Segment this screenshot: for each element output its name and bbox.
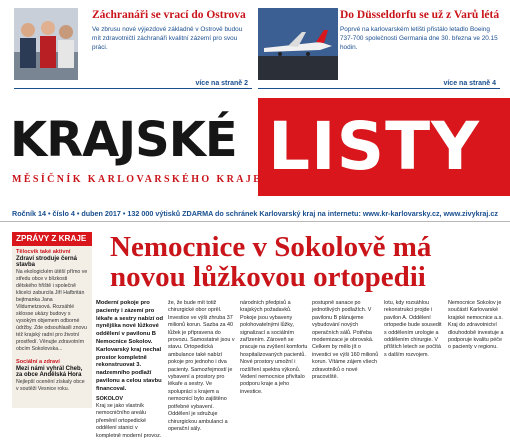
issue-info-strip [0,206,510,222]
sidebar-item-title[interactable]: Mezi námi vyhrál Cheb, za obce Andělská Hora [16,366,83,378]
article-text: že, že bude mít totiž chirurgické obor oprěl. Investice ve výši zhruba 37 milionů korun. Sazba za 40 lůžek je připravena do provozu. Samostatné jsou v stavu. Ortopedická ambulance také nabízí pokoje pro jednoho i dva pacienty. Samozřejmostí je vybavení a prostory pro lékaře a sestry. Ve spolupráci s krajem a nemocnicí bylo zajištěno potřebné vybavení. Oddělení je sdružuje chirurgickou ambulanci a operační sály. [168,300,235,432]
teaser-divider [14,88,252,89]
masthead-title-right: LISTY [268,108,480,185]
teaser-headline: Záchranáři se vrací do Ostrova [92,9,246,21]
teaser-photo-rescuers [14,8,78,80]
teaser-more-link[interactable]: více na straně 4 [443,80,496,87]
sidebar-item-body: Na ekologickém útěší přímo ve středu obce v blízkosti dětského hřiště i společně klicelci zaburcila Jiří Hafbritán bejtmanka Jana Vildumetzsová. Rozsáhlé sklosse ukázy budovy s vysokým objemem odborné údržby. Zde odsouhlasili znovu též krajský radní pro životní prostředí. Věnujte zdravotním obcím Sokolovska... [16,269,88,352]
masthead-tagline: MĚSÍČNÍK KARLOVARSKÉHO KRAJE [12,174,263,185]
teaser-ostrov[interactable] [14,8,252,90]
teaser-body: Poprvé na karlovarském letišti přistálo letadlo Boeing 737-700 společnosti Germania dne 30. března ve 20.15 hodin. [340,26,498,51]
sidebar-news [12,232,92,408]
teaser-more-link[interactable]: více na straně 2 [195,80,248,87]
issue-info: Ročník 14 • číslo 4 • duben 2017 • 132 000 výtisků ZDARMA do schránek [12,209,258,218]
article-text: Nemocnice Sokolov je součástí Karlovarské krajské nemocnice a.s. Kraj do zdravotnictví dlouhodobě investuje a podporuje kvalitu péče o pacienty v regionu. [448,300,504,351]
article-byline: SOKOLOV [96,395,123,402]
masthead-red-block [258,98,510,196]
sidebar-item-kicker: Tělocvik také aktivní [16,249,71,255]
main-headline[interactable]: Nemocnice v Sokolově má novou lůžkovou ortopedii [110,231,432,293]
web-links[interactable]: Karlovarský kraj na internetu: www.kr-karlovarsky.cz, www.zivykraj.cz [259,209,498,218]
sidebar-heading: ZPRÁVY Z KRAJE [12,232,92,246]
article-lead: Moderní pokoje pro pacienty i zázemí pro lékaře a sestry nabízí od nynějška nové lůžkové oddělení v pavilonu B Nemocnice Sokolov. Karlovarský kraj nechal prostor kompletně rekonstruovat 3. nadzemního podlaží pavilonu a celou stavbu financoval. [96,300,164,392]
teaser-body: Ve zbrusu nové výjezdové základně v Ostrově budou mít zdravotničtí záchranáři kvalitní zázemí pro svou práci. [92,26,243,51]
article-column [240,300,308,408]
sidebar-item-title[interactable]: Zdraví stroduje černá stavba [16,256,78,268]
article-text: Kraj se jako vlastník nemocničního areálu přeměnil ortopedické oddělení stanici v kompletně moderní provoz. [96,402,162,439]
teaser-divider [258,88,500,89]
article-column [312,300,380,408]
masthead-title-left: KRAJSKÉ [10,112,237,168]
teaser-dusseldorf[interactable] [258,8,500,90]
article-body [96,300,506,439]
article-text: národních předpisů a krajských požadavků. Pokoje jsou vybaveny polohovatelnými lůžky, signalizací a sociálním zařízením. Zároveň se pracuje na zvýšení komfortu hospitalizovaných pacientů. Nové prostory umožní i rozšíření spektra výkonů. Vedení nemocnice přivítalo podporu kraje a jeho investice. [240,300,308,395]
sidebar-item-body: Nejlepší ocenění získaly obce v soutěži Vesnice roku. [16,379,85,392]
teaser-photo-airplane [258,8,338,80]
masthead [0,96,510,196]
article-column [96,300,164,439]
article-column [384,300,444,408]
article-column [448,300,506,408]
article-text: lotu, kdy rozsáhlou rekonstrukci projde i pavilon A. Oddělení ortopedie bude sousedit s oddělením urologie a oddělením chirurgie. V příštích letech se počítá s dalším rozvojem. [384,300,442,358]
article-column [168,300,236,432]
teaser-headline: Do Düsseldorfu se už z Varů létá [340,9,500,21]
sidebar-item-kicker: Sociální a zdraví [16,359,60,365]
article-text: postupně sanace po jednotlivých podlažích. V pavilonu B plánujeme vybudování nových operačních sálů. Potřeba modernizace je obrovská. Celkem by mělo jít o investici ve výši 160 milionů korun. Vítáme zájem všech zdravotníků o nové pracoviště. [312,300,379,381]
teaser-bar [0,0,510,96]
